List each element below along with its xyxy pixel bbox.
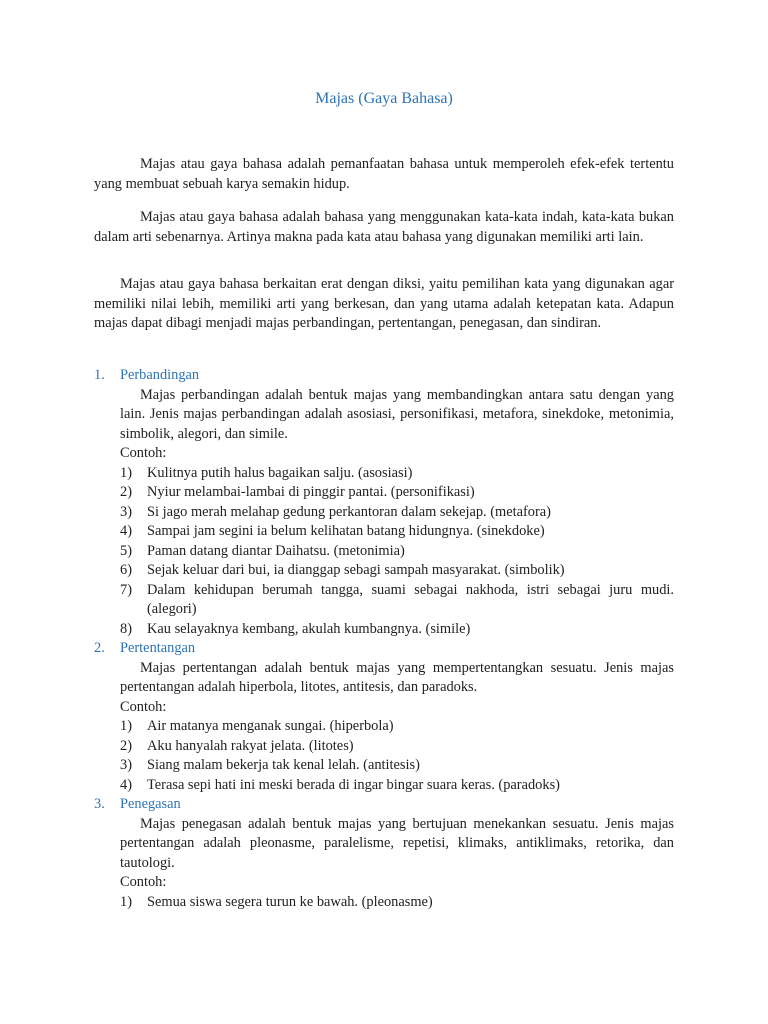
list-item-number: 1) (120, 718, 132, 734)
list-item-text: Sampai jam segini ia belum kelihatan batang hidungnya. (sinekdoke) (147, 523, 545, 539)
list-item-number: 3) (120, 757, 132, 773)
list-item-number: 7) (120, 581, 132, 598)
list-item-text: Aku hanyalah rakyat jelata. (litotes) (147, 737, 354, 754)
intro-paragraph-1: Majas atau gaya bahasa adalah pemanfaatan bahasa untuk memperoleh efek-efek tertentu yang membuat sebuah karya semakin hidup. (94, 156, 674, 192)
document-page (94, 0, 674, 1024)
list-item (120, 542, 674, 562)
list-item (120, 464, 674, 484)
list-item (120, 893, 674, 913)
list-item-text: Dalam kehidupan berumah tangga, suami sebagai nakhoda, istri sebagai juru mudi. (alegori) (147, 581, 674, 617)
list-item-text: Siang malam bekerja tak kenal lelah. (antitesis) (147, 757, 420, 773)
list-item-text: Sejak keluar dari bui, ia dianggap sebagi sampah masyarakat. (simbolik) (147, 562, 565, 578)
list-item (120, 581, 674, 620)
intro-paragraph-3: Majas atau gaya bahasa berkaitan erat dengan diksi, yaitu pemilihan kata yang digunakan agar memiliki nilai lebih, memiliki arti yang berkesan, dan yang utama adalah ketepatan kata. Adapun majas dapat dibagi menjadi majas perbandingan, pertentangan, penegasan, dan sindiran. (94, 276, 674, 331)
document-title: Majas (Gaya Bahasa) (315, 90, 453, 107)
section-number: 1. (94, 367, 105, 383)
list-item-number: 1) (120, 464, 132, 481)
section-title: Pertentangan (120, 640, 196, 656)
list-item-number: 6) (120, 562, 132, 578)
contoh-label: Contoh: (120, 445, 167, 461)
list-item (120, 561, 674, 581)
list-item-text: Air matanya menganak sungai. (hiperbola) (147, 718, 394, 734)
section-body (120, 815, 674, 913)
list-item-number: 8) (120, 620, 132, 637)
section-heading (94, 639, 674, 659)
list-item-number: 2) (120, 484, 132, 500)
list-item-number: 4) (120, 776, 132, 793)
section-description: Majas penegasan adalah bentuk majas yang bertujuan menekankan sesuatu. Jenis majas pertentangan adalah pleonasme, paralelisme, repetisi, klimaks, antiklimaks, retorika, dan tautologi. (120, 815, 674, 871)
list-item (120, 522, 674, 542)
list-item (120, 756, 674, 776)
list-item (120, 503, 674, 523)
list-item-text: Kulitnya putih halus bagaikan salju. (asosiasi) (147, 464, 413, 481)
section-title: Penegasan (120, 796, 181, 812)
list-item (120, 620, 674, 640)
section-body (120, 659, 674, 796)
list-item-number: 2) (120, 737, 132, 754)
intro-paragraph-2: Majas atau gaya bahasa adalah bahasa yang menggunakan kata-kata indah, kata-kata bukan dalam arti sebenarnya. Artinya makna pada kata atau bahasa yang digunakan memiliki arti lain. (94, 209, 674, 245)
section-body (120, 386, 674, 640)
section-list (94, 366, 674, 912)
section-number: 3. (94, 796, 105, 812)
list-item-text: Si jago merah melahap gedung perkantoran dalam sekejap. (metafora) (147, 503, 551, 520)
list-item (120, 776, 674, 796)
list-item-number: 4) (120, 523, 132, 539)
section-title: Perbandingan (120, 367, 200, 383)
list-item (120, 717, 674, 737)
list-item-text: Terasa sepi hati ini meski berada di ingar bingar suara keras. (paradoks) (147, 776, 560, 793)
list-item-text: Paman datang diantar Daihatsu. (metonimia) (147, 542, 405, 559)
section-perbandingan (94, 366, 674, 639)
contoh-label: Contoh: (120, 698, 167, 715)
section-description: Majas pertentangan adalah bentuk majas yang mempertentangkan sesuatu. Jenis majas pertentangan adalah hiperbola, litotes, antitesis, dan paradoks. (120, 659, 674, 695)
list-item-number: 1) (120, 893, 132, 910)
section-penegasan (94, 795, 674, 912)
list-item (120, 483, 674, 503)
list-item-text: Nyiur melambai-lambai di pinggir pantai. (personifikasi) (147, 484, 475, 500)
section-pertentangan (94, 639, 674, 795)
list-item-text: Kau selayaknya kembang, akulah kumbangnya. (simile) (147, 620, 471, 637)
contoh-label: Contoh: (120, 874, 167, 890)
list-item-number: 3) (120, 503, 132, 520)
list-item-number: 5) (120, 542, 132, 559)
list-item (120, 737, 674, 757)
section-description: Majas perbandingan adalah bentuk majas yang membandingkan antara satu dengan yang lain. Jenis majas perbandingan adalah asosiasi, personifikasi, metafora, sinekdoke, metonimia, simbolik, alegori, dan simile. (120, 386, 674, 442)
section-number: 2. (94, 640, 105, 656)
list-item-text: Semua siswa segera turun ke bawah. (pleonasme) (147, 893, 433, 910)
section-heading (94, 795, 674, 815)
section-heading (94, 366, 674, 386)
